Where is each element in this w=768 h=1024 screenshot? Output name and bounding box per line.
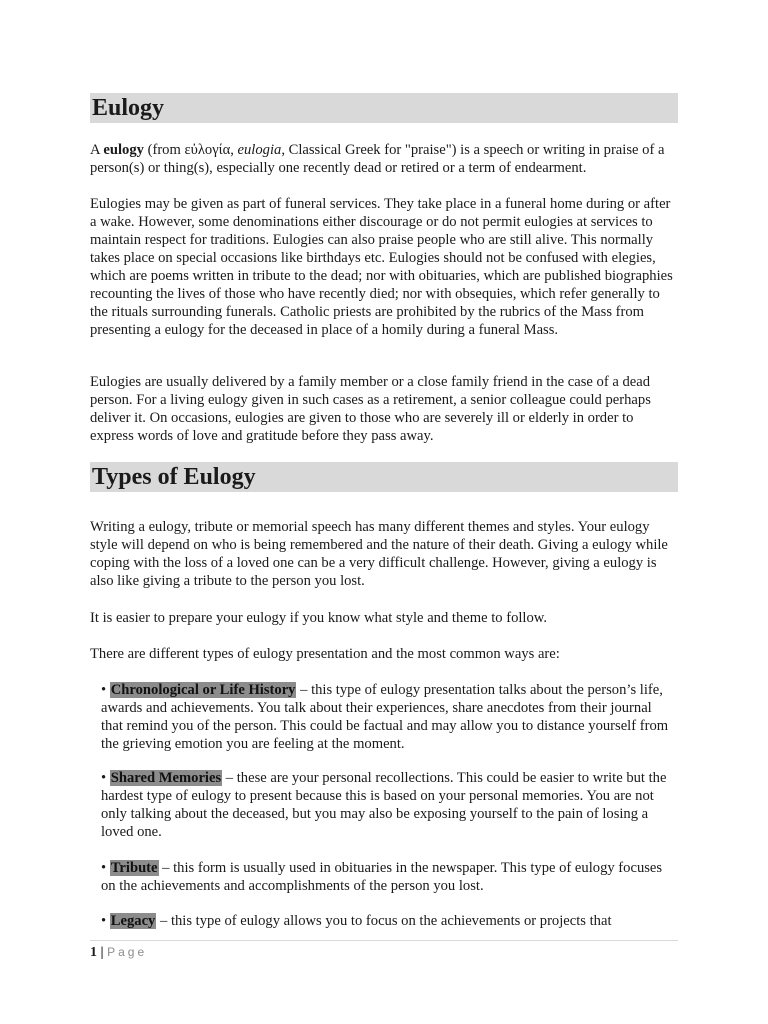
- page-label: Page: [107, 945, 148, 959]
- bullet: •: [101, 860, 107, 876]
- page-number: 1: [90, 945, 97, 960]
- term-legacy: Legacy: [110, 913, 156, 929]
- item-text: – these are your personal recollections. This could be easier to write but the hardest type of eulogy to present because this is based on your personal memories. You are not only talking about the deceased, but you may also be exposing yourself to the pain of losing a loved one.: [101, 770, 667, 840]
- paragraph-delivery: Eulogies are usually delivered by a family member or a close family friend in the case of a dead person. For a living eulogy given in such cases as a retirement, a senior colleague could perhaps deliver it. On occasions, eulogies are given to those who are severely ill or elderly in order to express words of love and gratitude before they pass away.: [90, 374, 651, 444]
- paragraph-different-types: There are different types of eulogy presentation and the most common ways are:: [90, 646, 560, 662]
- document-page: [90, 0, 678, 1024]
- bullet: •: [101, 682, 107, 698]
- list-item-tribute: [101, 859, 671, 895]
- term-chronological: Chronological or Life History: [110, 682, 296, 698]
- list-item-shared-memories: [101, 769, 671, 841]
- item-text: – this form is usually used in obituaries in the newspaper. This type of eulogy focuses on the achievements and accomplishments of the person you lost.: [101, 860, 663, 894]
- footer-divider: [90, 940, 678, 941]
- heading-eulogy: Eulogy: [90, 93, 678, 123]
- paragraph-easier-to-prepare: It is easier to prepare your eulogy if you know what style and theme to follow.: [90, 610, 548, 626]
- term-tribute: Tribute: [110, 860, 158, 876]
- intro-from: (from: [147, 142, 181, 158]
- item-text: – this type of eulogy presentation talks about the person’s life, awards and achievements. You talk about their experiences, share anecdotes from their journal that remind you of the person. This could be factual and may allow you to distance yourself from the grieving emotion you are feeling at the moment.: [101, 682, 669, 752]
- list-item-legacy: [101, 912, 671, 930]
- intro-rest: , Classical Greek for "praise") is a speech or writing in praise of a person(s) or thing(s), especially one recently dead or retired or a term of endearment.: [90, 142, 665, 176]
- paragraph-funeral-services: Eulogies may be given as part of funeral services. They take place in a funeral home during or after a wake. However, some denominations either discourage or do not permit eulogies at services to maintain respect for traditions. Eulogies can also praise people who are still alive. This normally takes place on special occasions like birthdays etc. Eulogies should not be confused with elegies, which are poems written in tribute to the dead; nor with obituaries, which are published biographies recounting the lives of those who have recently died; nor with obsequies, which refer generally to the rituals surrounding funerals. Catholic priests are prohibited by the rubrics of the Mass from presenting a eulogy for the deceased in place of a homily during a funeral Mass.: [90, 196, 673, 338]
- heading-types-of-eulogy: Types of Eulogy: [90, 462, 678, 492]
- intro-paragraph: A eulogy (from εὐλογία, eulogia, Classical Greek for "praise") is a speech or writing in praise of a person(s) or thing(s), especially one recently dead or retired or a term of endearment.: [90, 142, 665, 176]
- bullet: •: [101, 913, 107, 929]
- intro-a: A: [90, 142, 100, 158]
- intro-bold-word: eulogy: [103, 142, 144, 158]
- intro-italic-word: eulogia: [237, 142, 282, 158]
- page-footer: [90, 943, 147, 962]
- paragraph-writing-eulogy: Writing a eulogy, tribute or memorial speech has many different themes and styles. Your eulogy style will depend on who is being remembered and the nature of their death. Giving a eulogy while coping with the loss of a loved one can be a very difficult challenge. However, giving a eulogy is also like giving a tribute to the person you lost.: [90, 519, 668, 589]
- list-item-chronological: [101, 681, 671, 753]
- bullet: •: [101, 770, 107, 786]
- intro-greek: εὐλογία: [184, 142, 231, 158]
- item-text: – this type of eulogy allows you to focus on the achievements or projects that: [156, 913, 612, 929]
- term-shared-memories: Shared Memories: [110, 770, 222, 786]
- footer-separator: |: [100, 945, 104, 960]
